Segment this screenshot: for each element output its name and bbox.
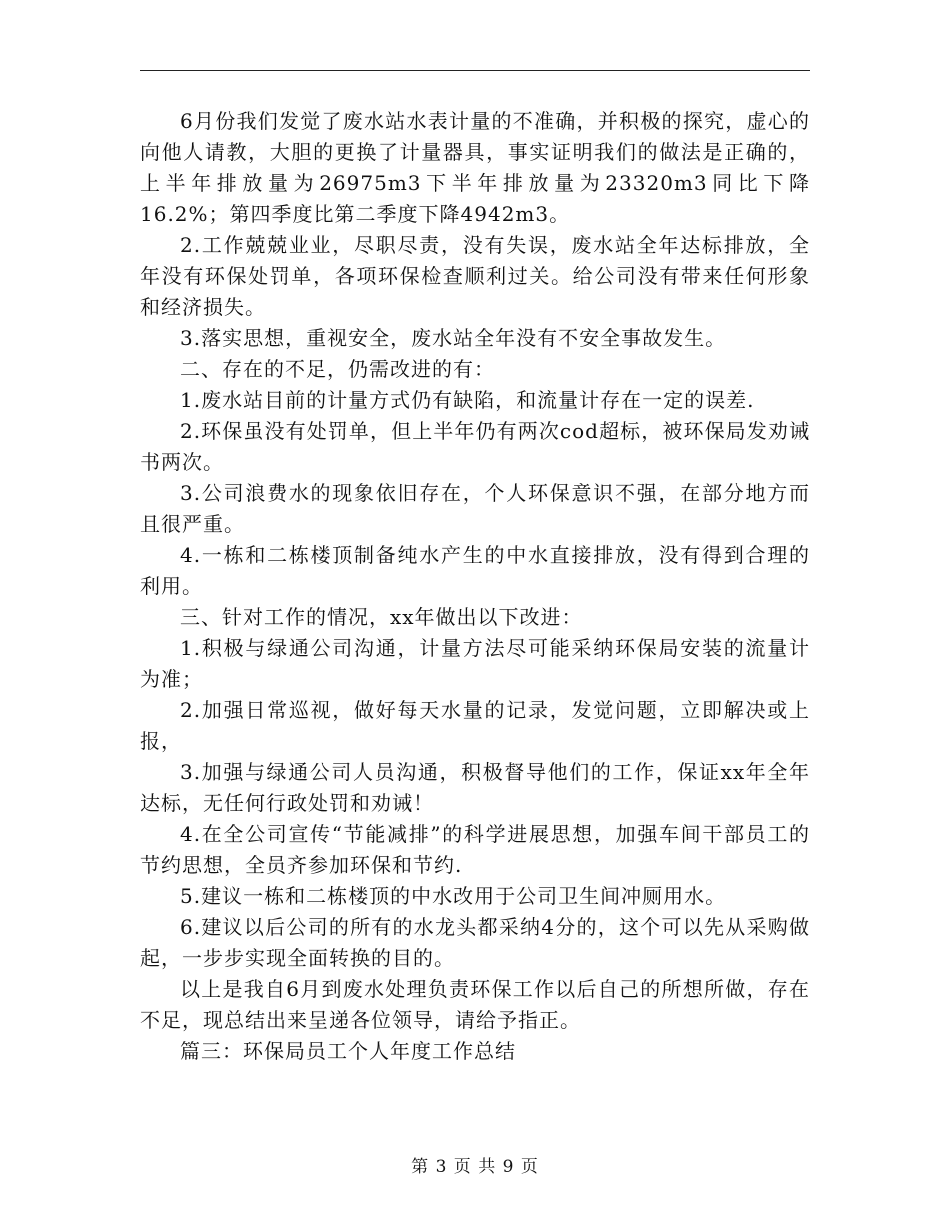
total-pages-number: 9 [502, 1157, 515, 1177]
paragraph: 2.环保虽没有处罚单，但上半年仍有两次cod超标，被环保局发劝诫书两次。 [140, 419, 810, 474]
document-body [140, 106, 810, 1067]
section-heading: 三、针对工作的情况，xx年做出以下改进： [180, 605, 583, 629]
paragraph: 3.落实思想，重视安全，废水站全年没有不安全事故发生。 [180, 326, 727, 350]
footer-prefix: 第 [411, 1157, 430, 1177]
paragraph: 5.建议一栋和二栋楼顶的中水改用于公司卫生间冲厕用水。 [180, 884, 727, 908]
section-heading: 二、存在的不足，仍需改进的有： [180, 357, 495, 381]
paragraph: 3.公司浪费水的现象依旧存在，个人环保意识不强，在部分地方而且很严重。 [140, 481, 810, 536]
paragraph: 4.在全公司宣传“节能减排”的科学进展思想，加强车间干部员工的节约思想，全员齐参加环保和节约. [140, 822, 810, 877]
paragraph: 2.加强日常巡视，做好每天水量的记录，发觉问题，立即解决或上报， [140, 698, 810, 753]
paragraph: 3.加强与绿通公司人员沟通，积极督导他们的工作，保证xx年全年达标，无任何行政处罚和劝诫！ [140, 760, 810, 815]
paragraph: 1.积极与绿通公司沟通，计量方法尽可能采纳环保局安装的流量计为准； [140, 636, 810, 691]
paragraph: 4.一栋和二栋楼顶制备纯水产生的中水直接排放，没有得到合理的利用。 [140, 543, 810, 598]
page-footer [0, 1152, 950, 1177]
footer-suffix: 页 [520, 1157, 539, 1177]
paragraph: 以上是我自6月到废水处理负责环保工作以后自己的所想所做，存在不足，现总结出来呈递各位领导，请给予指正。 [140, 977, 810, 1032]
paragraph: 2.工作兢兢业业，尽职尽责，没有失误，废水站全年达标排放，全年没有环保处罚单，各项环保检查顺利过关。给公司没有带来任何形象和经济损失。 [140, 233, 810, 319]
paragraph: 6.建议以后公司的所有的水龙头都采纳4分的，这个可以先从采购做起，一步步实现全面转换的目的。 [140, 915, 810, 970]
header-rule [140, 70, 810, 71]
footer-middle: 页 共 [453, 1157, 497, 1177]
section-heading: 篇三：环保局员工个人年度工作总结 [180, 1039, 516, 1063]
paragraph: 6月份我们发觉了废水站水表计量的不准确，并积极的探究，虚心的向他人请教，大胆的更换了计量器具，事实证明我们的做法是正确的，上半年排放量为26975m3下半年排放量为23320m3同比下降16.2%；第四季度比第二季度下降4942m3。 [140, 109, 810, 226]
paragraph: 1.废水站目前的计量方式仍有缺陷，和流量计存在一定的误差. [180, 388, 755, 412]
current-page-number: 3 [435, 1157, 448, 1177]
